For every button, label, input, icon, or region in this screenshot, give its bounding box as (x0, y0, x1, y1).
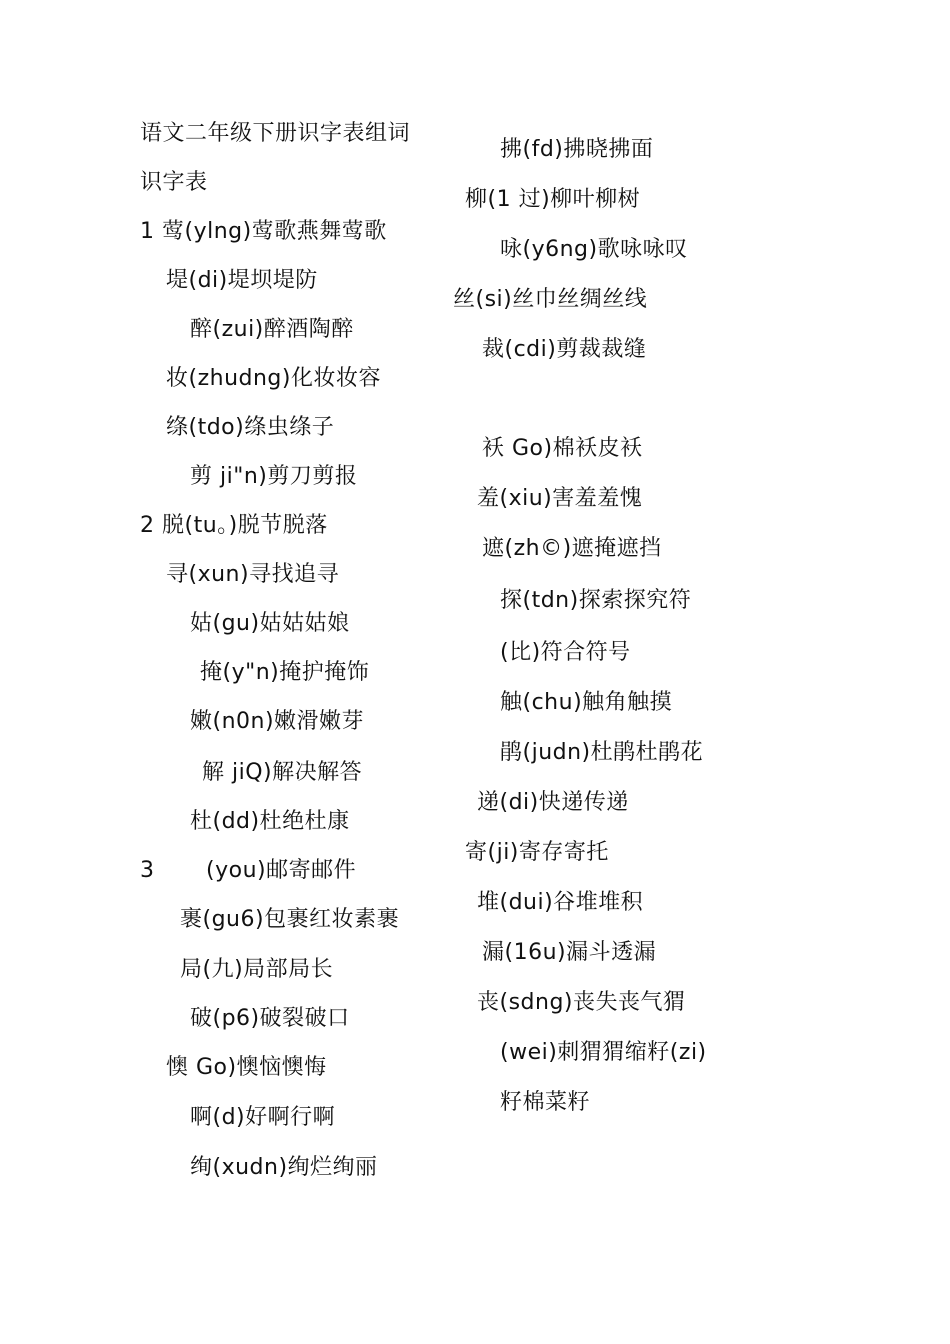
entry-line: 漏(16u)漏斗透漏 (482, 940, 657, 965)
entry-line: (wei)刺猬猬缩籽(zi) (500, 1040, 707, 1065)
document-title: 语文二年级下册识字表组词 (140, 121, 411, 146)
entry-line: 羞(xiu)害羞羞愧 (477, 486, 643, 511)
entry-line: 绚(xudn)绚烂绚丽 (190, 1155, 378, 1180)
entry-line: 堆(dui)谷堆堆积 (477, 890, 644, 915)
entry-line: 柳(1 过)柳叶柳树 (465, 187, 641, 212)
entry-line: 寻(xun)寻找追寻 (166, 562, 340, 587)
entry-line: 局(九)局部局长 (180, 957, 334, 982)
entry-line: 咏(y6ng)歌咏咏叹 (500, 237, 688, 262)
entry-line: 袄 Go)棉袄皮袄 (482, 436, 643, 461)
entry-line: 姑(gu)姑姑姑娘 (190, 611, 350, 636)
entry-line: 鹃(judn)杜鹃杜鹃花 (500, 740, 704, 765)
entry-line: 裁(cdi)剪裁裁缝 (482, 337, 647, 362)
entry-line: 剪 ji"n)剪刀剪报 (190, 464, 358, 489)
entry-line: 丧(sdng)丧失丧气猬 (477, 990, 686, 1015)
entry-line: 籽棉菜籽 (500, 1090, 591, 1115)
entry-line: 醉(zui)醉酒陶醉 (190, 317, 354, 342)
entry-line: 触(chu)触角触摸 (500, 690, 673, 715)
lesson-number: 3 (140, 858, 155, 883)
entry-line: 啊(d)好啊行啊 (190, 1105, 336, 1130)
entry-line: 妆(zhudng)化妆妆容 (166, 366, 381, 391)
entry-line: 丝(si)丝巾丝绸丝线 (453, 287, 648, 312)
entry-line: (you)邮寄邮件 (206, 858, 357, 883)
entry-line: 绦(tdo)绦虫绦子 (166, 415, 335, 440)
entry-line: 懊 Go)懊恼懊悔 (166, 1055, 327, 1080)
entry-line: 解 jiQ)解决解答 (202, 760, 363, 785)
entry-line: 探(tdn)探索探究符 (500, 588, 692, 613)
entry-line: 掩(y"n)掩护掩饰 (200, 660, 370, 685)
entry-line: 杜(dd)杜绝杜康 (190, 809, 350, 834)
entry-line: 遮(zh©)遮掩遮挡 (482, 536, 662, 561)
entry-line: 递(di)快递传递 (477, 790, 629, 815)
entry-line: 2 脱(tu。)脱节脱落 (140, 513, 328, 538)
entry-line: (比)符合符号 (500, 640, 631, 665)
entry-line: 寄(ji)寄存寄托 (465, 840, 609, 865)
entry-line: 嫩(n0n)嫩滑嫩芽 (190, 709, 365, 734)
entry-line: 破(p6)破裂破口 (190, 1006, 350, 1031)
entry-line: 1 莺(ylng)莺歌燕舞莺歌 (140, 219, 387, 244)
section-heading: 识字表 (140, 170, 208, 195)
entry-line: 拂(fd)拂晓拂面 (500, 137, 654, 162)
entry-line: 堤(di)堤坝堤防 (166, 268, 318, 293)
entry-line: 裹(gu6)包裹红妆素裹 (180, 907, 400, 932)
